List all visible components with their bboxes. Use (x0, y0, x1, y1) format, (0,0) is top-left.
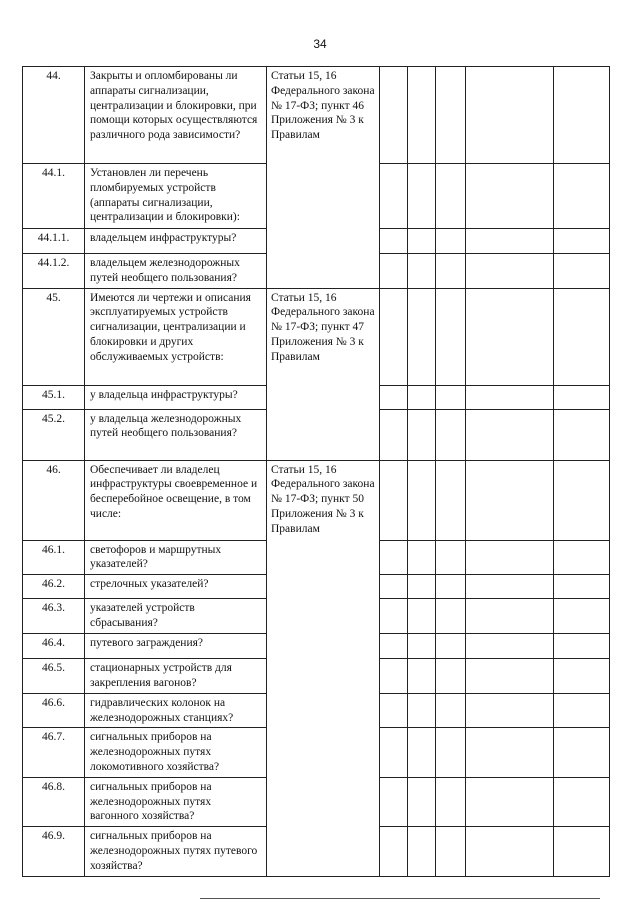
table-row (23, 288, 610, 385)
item-number: 46.7. (23, 728, 85, 777)
note-cell[interactable] (554, 827, 610, 876)
item-number: 44. (23, 67, 85, 164)
comment-cell[interactable] (466, 460, 554, 540)
answer-na-cell[interactable] (436, 385, 466, 409)
answer-no-cell[interactable] (408, 693, 436, 728)
answer-yes-cell[interactable] (380, 254, 408, 289)
answer-yes-cell[interactable] (380, 693, 408, 728)
comment-cell[interactable] (466, 540, 554, 575)
answer-na-cell[interactable] (436, 827, 466, 876)
comment-cell[interactable] (466, 409, 554, 460)
answer-yes-cell[interactable] (380, 575, 408, 599)
comment-cell[interactable] (466, 575, 554, 599)
note-cell[interactable] (554, 164, 610, 229)
answer-no-cell[interactable] (408, 599, 436, 634)
answer-no-cell[interactable] (408, 728, 436, 777)
note-cell[interactable] (554, 409, 610, 460)
item-number: 45.1. (23, 385, 85, 409)
comment-cell[interactable] (466, 599, 554, 634)
answer-no-cell[interactable] (408, 658, 436, 693)
item-question: владельцем инфраструктуры? (85, 229, 267, 254)
item-number: 46. (23, 460, 85, 540)
item-question: светофоров и маршрутных указателей? (85, 540, 267, 575)
answer-no-cell[interactable] (408, 460, 436, 540)
checklist-table (22, 66, 610, 877)
note-cell[interactable] (554, 658, 610, 693)
answer-na-cell[interactable] (436, 254, 466, 289)
table-row (23, 460, 610, 540)
item-number: 46.8. (23, 777, 85, 826)
comment-cell[interactable] (466, 229, 554, 254)
comment-cell[interactable] (466, 728, 554, 777)
item-number: 46.1. (23, 540, 85, 575)
answer-no-cell[interactable] (408, 254, 436, 289)
answer-yes-cell[interactable] (380, 599, 408, 634)
note-cell[interactable] (554, 599, 610, 634)
answer-na-cell[interactable] (436, 409, 466, 460)
item-number: 44.1. (23, 164, 85, 229)
answer-na-cell[interactable] (436, 540, 466, 575)
legal-reference: Статьи 15, 16 Федерального закона № 17-ФЗ; пункт 47 Приложения № 3 к Правилам (267, 288, 380, 460)
comment-cell[interactable] (466, 633, 554, 658)
item-question: Обеспечивает ли владелец инфраструктуры своевременное и бесперебойное освещение, в том числе: (85, 460, 267, 540)
item-question: у владельца инфраструктуры? (85, 385, 267, 409)
answer-yes-cell[interactable] (380, 540, 408, 575)
answer-no-cell[interactable] (408, 288, 436, 385)
answer-no-cell[interactable] (408, 229, 436, 254)
item-question: путевого заграждения? (85, 633, 267, 658)
answer-yes-cell[interactable] (380, 633, 408, 658)
answer-yes-cell[interactable] (380, 288, 408, 385)
note-cell[interactable] (554, 288, 610, 385)
bottom-divider (200, 898, 600, 899)
item-number: 46.3. (23, 599, 85, 634)
answer-na-cell[interactable] (436, 658, 466, 693)
answer-yes-cell[interactable] (380, 777, 408, 826)
comment-cell[interactable] (466, 827, 554, 876)
answer-no-cell[interactable] (408, 67, 436, 164)
answer-na-cell[interactable] (436, 599, 466, 634)
answer-na-cell[interactable] (436, 229, 466, 254)
note-cell[interactable] (554, 777, 610, 826)
answer-na-cell[interactable] (436, 777, 466, 826)
answer-no-cell[interactable] (408, 385, 436, 409)
comment-cell[interactable] (466, 693, 554, 728)
answer-no-cell[interactable] (408, 633, 436, 658)
answer-na-cell[interactable] (436, 460, 466, 540)
comment-cell[interactable] (466, 67, 554, 164)
comment-cell[interactable] (466, 288, 554, 385)
answer-yes-cell[interactable] (380, 728, 408, 777)
answer-no-cell[interactable] (408, 777, 436, 826)
note-cell[interactable] (554, 385, 610, 409)
legal-reference: Статьи 15, 16 Федерального закона № 17-ФЗ; пункт 50 Приложения № 3 к Правилам (267, 460, 380, 876)
item-question: владельцем железнодорожных путей необщего пользования? (85, 254, 267, 289)
answer-no-cell[interactable] (408, 409, 436, 460)
legal-reference: Статьи 15, 16 Федерального закона № 17-ФЗ; пункт 46 Приложения № 3 к Правилам (267, 67, 380, 289)
note-cell[interactable] (554, 633, 610, 658)
answer-yes-cell[interactable] (380, 229, 408, 254)
note-cell[interactable] (554, 693, 610, 728)
item-number: 46.9. (23, 827, 85, 876)
note-cell[interactable] (554, 540, 610, 575)
item-number: 46.6. (23, 693, 85, 728)
answer-yes-cell[interactable] (380, 409, 408, 460)
item-number: 44.1.2. (23, 254, 85, 289)
answer-yes-cell[interactable] (380, 164, 408, 229)
answer-na-cell[interactable] (436, 164, 466, 229)
answer-yes-cell[interactable] (380, 460, 408, 540)
note-cell[interactable] (554, 575, 610, 599)
comment-cell[interactable] (466, 254, 554, 289)
item-question: указателей устройств сбрасывания? (85, 599, 267, 634)
comment-cell[interactable] (466, 164, 554, 229)
answer-yes-cell[interactable] (380, 827, 408, 876)
page-number: 34 (313, 37, 327, 51)
item-number: 45.2. (23, 409, 85, 460)
item-number: 46.5. (23, 658, 85, 693)
note-cell[interactable] (554, 229, 610, 254)
item-number: 46.2. (23, 575, 85, 599)
answer-yes-cell[interactable] (380, 658, 408, 693)
answer-na-cell[interactable] (436, 693, 466, 728)
comment-cell[interactable] (466, 777, 554, 826)
item-question: стационарных устройств для закрепления вагонов? (85, 658, 267, 693)
comment-cell[interactable] (466, 385, 554, 409)
note-cell[interactable] (554, 254, 610, 289)
table-row (23, 67, 610, 164)
item-question: гидравлических колонок на железнодорожных станциях? (85, 693, 267, 728)
answer-na-cell[interactable] (436, 728, 466, 777)
item-number: 45. (23, 288, 85, 385)
answer-no-cell[interactable] (408, 827, 436, 876)
item-number: 46.4. (23, 633, 85, 658)
answer-na-cell[interactable] (436, 67, 466, 164)
item-number: 44.1.1. (23, 229, 85, 254)
item-question: сигнальных приборов на железнодорожных путях вагонного хозяйства? (85, 777, 267, 826)
comment-cell[interactable] (466, 658, 554, 693)
item-question: у владельца железнодорожных путей необщего пользования? (85, 409, 267, 460)
item-question: сигнальных приборов на железнодорожных путях путевого хозяйства? (85, 827, 267, 876)
answer-no-cell[interactable] (408, 575, 436, 599)
item-question: сигнальных приборов на железнодорожных путях локомотивного хозяйства? (85, 728, 267, 777)
item-question: Установлен ли перечень пломбируемых устройств (аппараты сигнализации, централизации и блокировки): (85, 164, 267, 229)
item-question: Закрыты и опломбированы ли аппараты сигнализации, централизации и блокировки, при помощи которых осуществляются различного рода зависимости? (85, 67, 267, 164)
note-cell[interactable] (554, 67, 610, 164)
answer-na-cell[interactable] (436, 633, 466, 658)
answer-na-cell[interactable] (436, 575, 466, 599)
item-question: стрелочных указателей? (85, 575, 267, 599)
item-question: Имеются ли чертежи и описания эксплуатируемых устройств сигнализации, централизации и блокировки и других обслуживаемых устройств: (85, 288, 267, 385)
answer-no-cell[interactable] (408, 540, 436, 575)
answer-no-cell[interactable] (408, 164, 436, 229)
note-cell[interactable] (554, 728, 610, 777)
answer-yes-cell[interactable] (380, 385, 408, 409)
note-cell[interactable] (554, 460, 610, 540)
answer-yes-cell[interactable] (380, 67, 408, 164)
answer-na-cell[interactable] (436, 288, 466, 385)
